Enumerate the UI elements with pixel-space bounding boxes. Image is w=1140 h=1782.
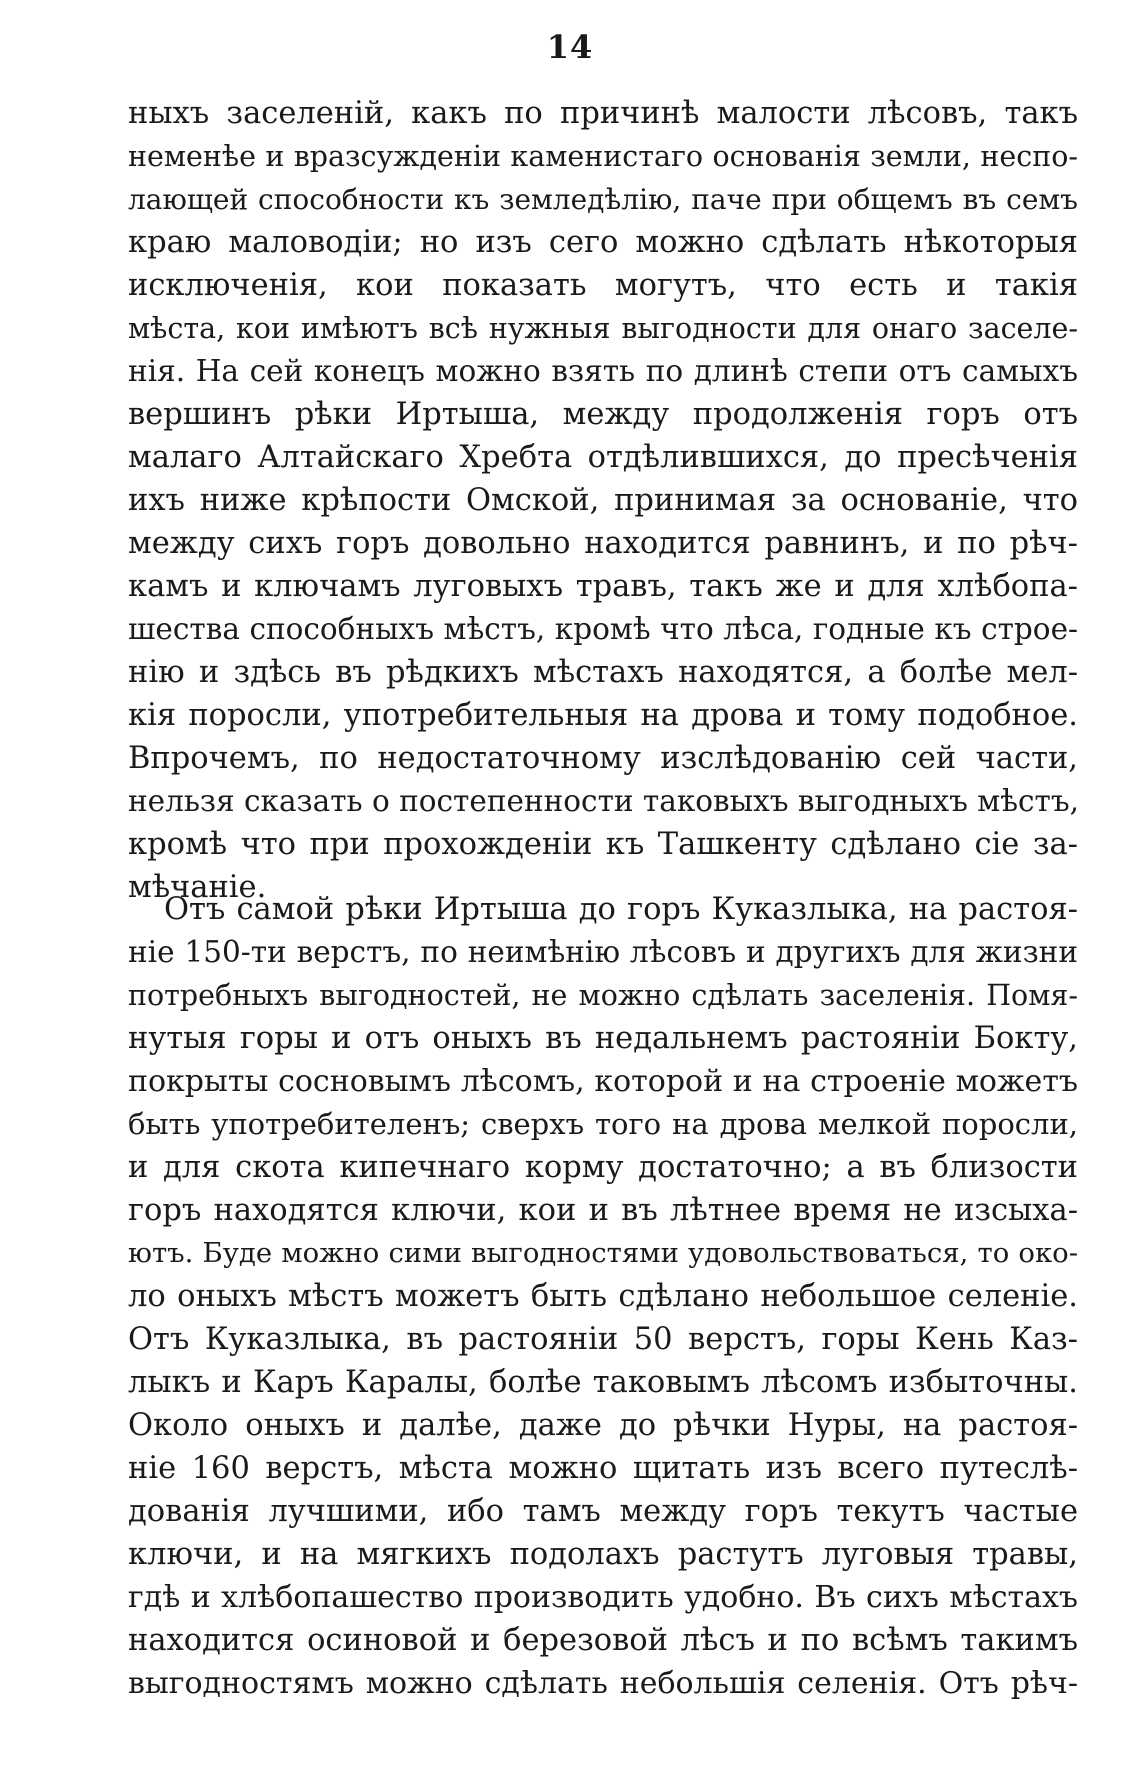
text-line: находится осиновой и березовой лѣсъ и по всѣмъ такимъ <box>128 1623 1078 1658</box>
text-line: кромѣ что при прохожденіи къ Ташкенту сдѣлано сіе за- <box>128 827 1078 862</box>
text-line: ло оныхъ мѣстъ можетъ быть сдѣлано небольшое селеніе. <box>128 1279 1078 1314</box>
text-line: Отъ самой рѣки Иртыша до горъ Куказлыка, на растоя- <box>164 892 1078 927</box>
text-line: покрыты сосновымъ лѣсомъ, которой и на строеніе можетъ <box>128 1064 1078 1099</box>
text-line: гдѣ и хлѣбопашество производить удобно. Въ сихъ мѣстахъ <box>128 1580 1078 1615</box>
page-number: 14 <box>546 28 594 66</box>
text-line: нельзя сказать о постепенности таковыхъ выгодныхъ мѣстъ, <box>128 784 1080 818</box>
text-line: кія поросли, употребительныя на дрова и тому подобное. <box>128 698 1078 733</box>
text-line: исключенія, кои показать могутъ, что есть и такія <box>128 268 1078 303</box>
text-line: камъ и ключамъ луговыхъ травъ, такъ же и для хлѣбопа- <box>128 569 1078 604</box>
text-line: ключи, и на мягкихъ подолахъ растутъ луговыя травы, <box>128 1537 1078 1572</box>
text-line: ютъ. Буде можно сими выгодностями удовольствоваться, то око- <box>128 1237 1078 1269</box>
text-line: быть употребителенъ; сверхъ того на дрова мелкой поросли, <box>128 1107 1078 1141</box>
text-line: нію и здѣсь въ рѣдкихъ мѣстахъ находятся, а болѣе мел- <box>128 655 1078 690</box>
text-line: ніе 160 верстъ, мѣста можно щитать изъ всего путеслѣ- <box>128 1451 1078 1486</box>
paragraph-1 <box>128 92 1078 909</box>
text-line: дованія лучшими, ибо тамъ между горъ текутъ частые <box>128 1494 1078 1529</box>
text-line: мѣста, кои имѣютъ всѣ нужныя выгодности для онаго заселе- <box>128 312 1078 345</box>
text-line: и для скота кипечнаго корму достаточно; а въ близости <box>128 1150 1078 1185</box>
text-line: выгодностямъ можно сдѣлать небольшія селенія. Отъ рѣч- <box>128 1666 1078 1701</box>
text-line: мѣчаніе. <box>128 870 267 905</box>
text-line: неменѣе и вразсужденіи каменистаго основанія земли, неспо- <box>128 140 1078 173</box>
text-line: малаго Алтайскаго Хребта отдѣлившихся, до пресѣченія <box>128 440 1078 475</box>
text-line: Впрочемъ, по недостаточному изслѣдованію сей части, <box>128 741 1078 776</box>
text-line: Отъ Куказлыка, въ растояніи 50 верстъ, горы Кень Каз- <box>128 1322 1078 1357</box>
text-line: между сихъ горъ довольно находится равнинъ, и по рѣч- <box>128 526 1078 561</box>
text-line: ніе 150-ти верстъ, по неимѣнію лѣсовъ и другихъ для жизни <box>128 935 1078 969</box>
text-line: вершинъ рѣки Иртыша, между продолженія горъ отъ <box>128 397 1078 432</box>
paragraph-2 <box>128 888 1078 1705</box>
text-line: Около оныхъ и далѣе, даже до рѣчки Нуры, на растоя- <box>128 1408 1078 1443</box>
text-line: ныхъ заселеній, какъ по причинѣ малости лѣсовъ, такъ <box>128 96 1078 131</box>
text-line: шества способныхъ мѣстъ, кромѣ что лѣса, годные къ строе- <box>128 612 1078 646</box>
text-line: нутыя горы и отъ оныхъ въ недальнемъ растояніи Бокту, <box>128 1021 1078 1056</box>
text-line: горъ находятся ключи, кои и въ лѣтнее время не изсыха- <box>128 1193 1078 1228</box>
text-line: лающей способности къ земледѣлію, паче при общемъ въ семъ <box>128 183 1078 216</box>
text-line: лыкъ и Каръ Каралы, болѣе таковымъ лѣсомъ избыточны. <box>128 1365 1078 1400</box>
text-line: потребныхъ выгодностей, не можно сдѣлать заселенія. Помя- <box>128 979 1078 1012</box>
text-line: ихъ ниже крѣпости Омской, принимая за основаніе, что <box>128 483 1078 518</box>
text-line: краю маловодіи; но изъ сего можно сдѣлать нѣкоторыя <box>128 225 1078 260</box>
text-line: нія. На сей конецъ можно взять по длинѣ степи отъ самыхъ <box>128 354 1078 388</box>
